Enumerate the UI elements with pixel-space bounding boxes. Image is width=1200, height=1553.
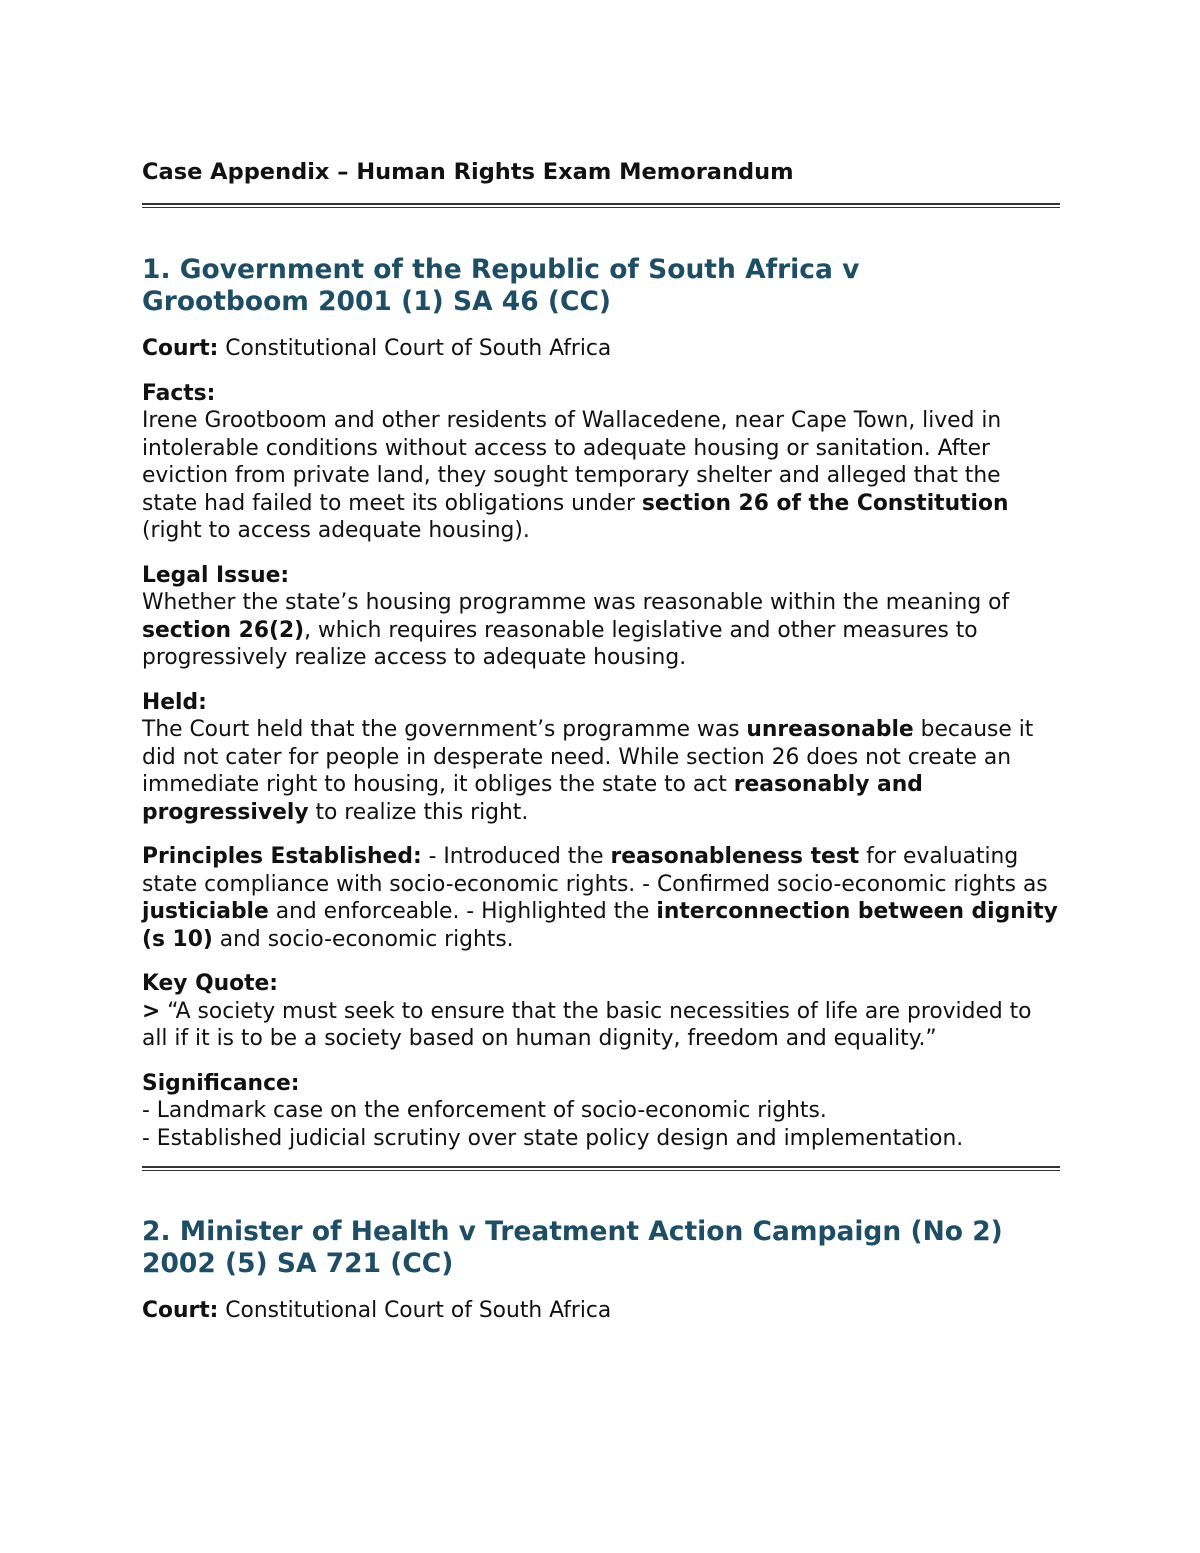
case-1-issue-label xyxy=(142,562,1060,590)
case-1-principles xyxy=(142,843,1060,953)
case-1-held-text xyxy=(142,716,1060,826)
case-1-title-line-2: Grootboom 2001 (1) SA 46 (CC) xyxy=(142,286,612,317)
quote-label: Key Quote: xyxy=(142,971,279,996)
issue-bold-1: section 26(2) xyxy=(142,617,305,643)
principles-text-2: for evaluating state compliance with socio-economic rights. - Confirmed socio-economic rights as xyxy=(142,844,1048,897)
case-1-significance-label xyxy=(142,1070,1060,1098)
held-text-3: to realize this right. xyxy=(308,799,529,825)
principles-text-4: and socio-economic rights. xyxy=(212,926,514,952)
divider-top xyxy=(142,203,1060,208)
case-2-title xyxy=(142,1216,1060,1280)
case-2-court xyxy=(142,1297,1060,1325)
document-title: Case Appendix – Human Rights Exam Memorandum xyxy=(142,159,794,185)
held-text-2: because it did not cater for people in desperate need. While section 26 does not create an immediate right to housing, it obliges the state to act xyxy=(142,717,1034,797)
case-1-court xyxy=(142,335,1060,363)
held-label: Held: xyxy=(142,689,207,715)
principles-text-3: and enforceable. - Highlighted the xyxy=(268,899,657,924)
held-bold-2: reasonably and progressively xyxy=(142,772,923,825)
court-label: Court: xyxy=(142,1298,219,1323)
principles-label: Principles Established: xyxy=(142,844,422,869)
case-2-title-line-1: 2. Minister of Health v Treatment Action Campaign (No 2) xyxy=(142,1216,1003,1247)
case-1-significance-item-2: - Established judicial scrutiny over state policy design and implementation. xyxy=(142,1125,964,1151)
significance-label: Significance: xyxy=(142,1070,300,1096)
issue-text-1: Whether the state’s housing programme was reasonable within the meaning of xyxy=(142,590,1010,615)
court-value: Constitutional Court of South Africa xyxy=(218,336,612,361)
facts-text-2: (right to access adequate housing). xyxy=(142,518,530,543)
held-bold-1: unreasonable xyxy=(746,717,914,742)
facts-text-1: Irene Grootboom and other residents of Wallacedene, near Cape Town, lived in intolerable conditions without access to adequate housing or sanitation. After eviction from private land, they sought temporary shelter and alleged that the state had failed to meet its obligations under xyxy=(142,408,1002,516)
case-1-facts-text xyxy=(142,407,1060,545)
case-1-significance-item-1: - Landmark case on the enforcement of socio-economic rights. xyxy=(142,1098,827,1123)
quote-text: “A society must seek to ensure that the basic necessities of life are provided to all if it is to be a society based on human dignity, freedom and equality.” xyxy=(142,998,1032,1051)
divider-middle xyxy=(142,1166,1060,1171)
case-2-title-line-2: 2002 (5) SA 721 (CC) xyxy=(142,1248,454,1279)
document-content xyxy=(142,156,1060,1325)
case-1-facts-label xyxy=(142,380,1060,408)
court-value: Constitutional Court of South Africa xyxy=(218,1298,612,1323)
case-1-issue-text xyxy=(142,589,1060,672)
case-1-held-label xyxy=(142,689,1060,717)
principles-bold-1: reasonableness test xyxy=(610,844,860,869)
principles-bold-3: interconnection between dignity (s 10) xyxy=(142,899,1058,952)
facts-label: Facts: xyxy=(142,380,216,406)
case-1-title-line-1: 1. Government of the Republic of South Africa v xyxy=(142,254,860,285)
court-label: Court: xyxy=(142,336,219,361)
issue-label: Legal Issue: xyxy=(142,562,290,588)
principles-text-1: - Introduced the xyxy=(421,844,611,869)
quote-marker: > xyxy=(142,998,161,1024)
principles-bold-2: justiciable xyxy=(142,899,269,924)
issue-text-2: , which requires reasonable legislative and other measures to progressively realize access to adequate housing. xyxy=(142,617,978,670)
held-text-1: The Court held that the government’s programme was xyxy=(142,717,747,742)
case-1-quote-label xyxy=(142,970,1060,998)
facts-bold-1: section 26 of the Constitution xyxy=(641,490,1009,516)
case-1-quote-text xyxy=(142,998,1060,1053)
case-1-title xyxy=(142,254,1060,318)
